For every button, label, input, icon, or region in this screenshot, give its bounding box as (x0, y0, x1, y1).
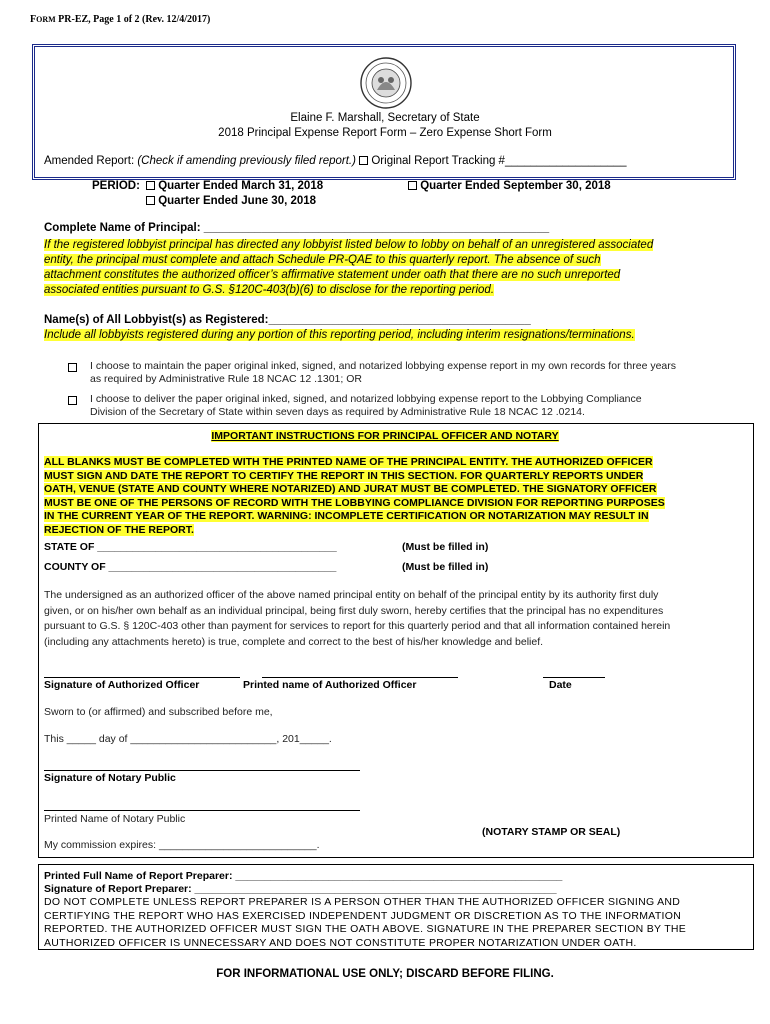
principal-name-field[interactable]: Complete Name of Principal: ______________________________________________________ (44, 222, 550, 234)
preparer-name-field[interactable]: Printed Full Name of Report Preparer: ________________________________________________________ (44, 870, 563, 882)
date-line[interactable] (543, 677, 605, 678)
option-maintain-checkbox[interactable] (68, 363, 77, 372)
principal-note: If the registered lobbyist principal has directed any lobbyist listed below to lobby on behalf of an unregistered associated entity, the principal must complete and attach Schedule PR-QAE to this quarterly report. The absence of such attachment constitutes the authorized officer’s affirmative statement under oath that there are no such unreported associated entities pursuant to G.S. §120C-403(b)(6) to disclose for the reporting period. (44, 239, 654, 296)
amended-note: (Check if amending previously filed report.) (137, 155, 356, 167)
officer-signature-label: Signature of Authorized Officer (44, 679, 200, 691)
notary-printed-line[interactable] (44, 810, 360, 811)
amended-report-row (44, 155, 626, 167)
this-day-field[interactable]: This _____ day of _________________________, 201_____. (44, 733, 332, 745)
amended-label: Amended Report: (44, 155, 135, 167)
period-q1[interactable]: Quarter Ended March 31, 2018 (146, 180, 323, 192)
notary-signature-label: Signature of Notary Public (44, 772, 176, 784)
option-deliver-text: I choose to deliver the paper original inked, signed, and notarized lobbying expense report to the Lobbying Compliance Division of the Secretary of State within seven days as required by Administrative Rule 18 NCAC 12 .0214. (90, 393, 642, 418)
secretary-of-state-title: Elaine F. Marshall, Secretary of State (290, 112, 480, 124)
period-q3[interactable]: Quarter Ended September 30, 2018 (408, 180, 611, 192)
notary-signature-line[interactable] (44, 770, 360, 771)
state-field[interactable]: STATE OF _________________________________________ (44, 541, 337, 553)
instructions-body: ALL BLANKS MUST BE COMPLETED WITH THE PRINTED NAME OF THE PRINCIPAL ENTITY. THE AUTHORIZED OFFICER MUST SIGN AND DATE THE REPORT TO CERTIFY THE REPORT IN THIS SECTION. FOR QUARTERLY REPORTS UNDER OATH, VENUE (STATE AND COUNTY WHERE NOTARIZED) AND JURAT MUST BE COMPLETED. THE SIGNATORY OFFICER MUST BE ONE OF THE PERSONS OF RECORD WITH THE LOBBYING COMPLIANCE DIVISION FOR REPORTING PURPOSES IN THE CURRENT YEAR OF THE REPORT. WARNING: INCOMPLETE CERTIFICATION OR NOTARIZATION MAY RESULT IN REJECTION OF THE REPORT. (44, 456, 665, 536)
commission-field[interactable]: My commission expires: ___________________________. (44, 839, 320, 851)
lobbyists-field[interactable]: Name(s) of All Lobbyist(s) as Registered:_________________________________________ (44, 314, 531, 326)
footer-note: FOR INFORMATIONAL USE ONLY; DISCARD BEFORE FILING. (216, 968, 554, 980)
state-note: (Must be filled in) (402, 541, 489, 553)
tracking-label: Original Report Tracking #___________________ (371, 155, 627, 167)
state-seal-icon (359, 56, 413, 110)
sworn-text: Sworn to (or affirmed) and subscribed before me, (44, 706, 273, 718)
certification-text: The undersigned as an authorized officer of the above named principal entity on behalf of the principal entity by its authority first duly given, or on his/her own behalf as an individual principal, being first duly sworn, hereby certifies that the principal has no expenditures pursuant to G.S. § 120C-403 other than payment for services to report for this quarterly period and that all information contained herein (including any attachments hereto) is true, complete and correct to the best of his/her knowledge and belief. (44, 589, 671, 648)
option-maintain-text: I choose to maintain the paper original inked, signed, and notarized lobbying expense report in my own records for three years as required by Administrative Rule 18 NCAC 12 .1301; OR (90, 360, 677, 385)
lobbyists-note: Include all lobbyists registered during any portion of this reporting period, including interim resignations/terminations. (44, 329, 635, 341)
officer-signature-line[interactable] (44, 677, 240, 678)
notary-printed-label: Printed Name of Notary Public (44, 813, 186, 825)
preparer-note: DO NOT COMPLETE UNLESS REPORT PREPARER IS A PERSON OTHER THAN THE AUTHORIZED OFFICER SIGNING AND CERTIFYING THE REPORT WHO HAS EXERCISED INDEPENDENT JUDGMENT OR DISCRETION AS TO THE INFORMATION REPORTED. THE AUTHORIZED OFFICER MUST SIGN THE OATH ABOVE. SIGNATURE IN THE PREPARER SECTION BY THE AUTHORIZED OFFICER IS UNNECESSARY AND DOES NOT CONSTITUTE PROPER NOTARIZATION UNDER OATH. (44, 896, 687, 949)
county-field[interactable]: COUNTY OF _______________________________________ (44, 561, 337, 573)
period-label: PERIOD: (92, 180, 140, 192)
preparer-signature-field[interactable]: Signature of Report Preparer: ______________________________________________________________ (44, 883, 557, 895)
option-deliver-checkbox[interactable] (68, 396, 77, 405)
date-label: Date (549, 679, 572, 691)
amended-checkbox[interactable] (359, 156, 368, 165)
q3-checkbox[interactable] (408, 181, 417, 190)
report-form-title: 2018 Principal Expense Report Form – Zero Expense Short Form (218, 127, 552, 139)
officer-printed-label: Printed name of Authorized Officer (243, 679, 417, 691)
officer-printed-line[interactable] (262, 677, 458, 678)
q2-checkbox[interactable] (146, 196, 155, 205)
instructions-heading: IMPORTANT INSTRUCTIONS FOR PRINCIPAL OFFICER AND NOTARY (211, 430, 559, 442)
notary-stamp-label: (NOTARY STAMP OR SEAL) (482, 826, 621, 838)
q1-checkbox[interactable] (146, 181, 155, 190)
period-q2[interactable]: Quarter Ended June 30, 2018 (146, 195, 316, 207)
county-note: (Must be filled in) (402, 561, 489, 573)
form-header: FORM PR-EZ, Page 1 of 2 (Rev. 12/4/2017) (30, 14, 211, 25)
